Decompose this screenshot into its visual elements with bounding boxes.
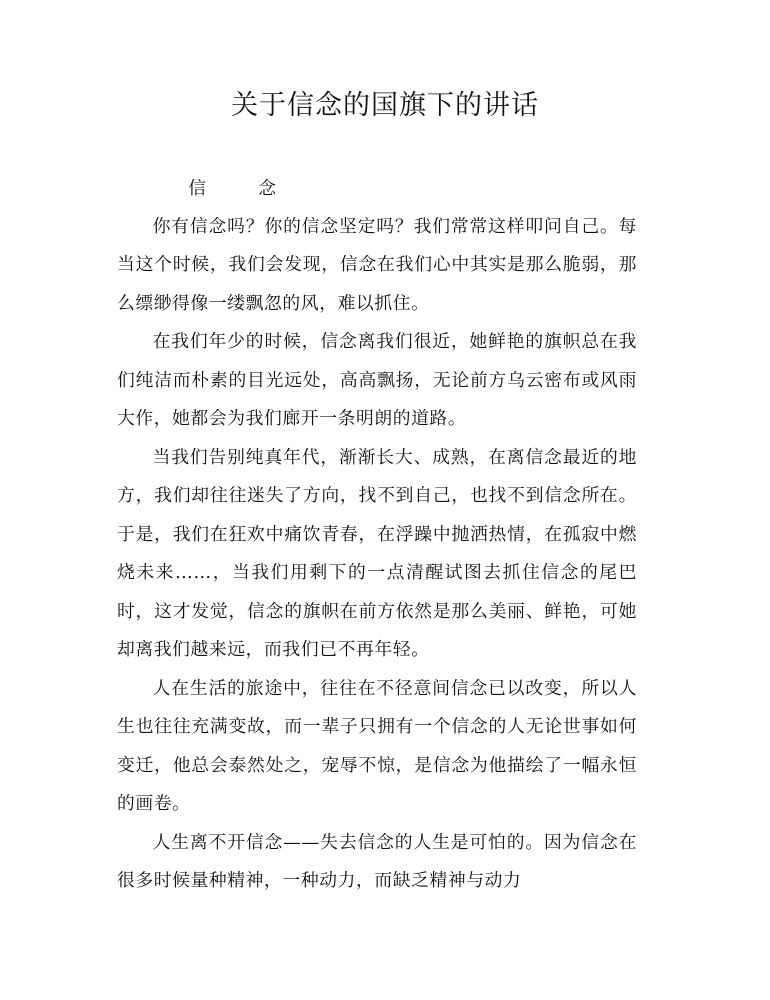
document-body [117,170,637,901]
section-heading-char: 信 [188,178,207,199]
page-title: 关于信念的国旗下的讲话 [231,90,539,121]
paragraph: 人在生活的旅途中，往往在不径意间信念已以改变，所以人生也往往充满变故，而一辈子只拥有一个信念的人无论世事如何变迁，他总会泰然处之，宠辱不惊，是信念为他描绘了一幅永恒的画卷。 [117,677,637,814]
section-heading-char: 念 [258,178,277,199]
paragraph: 你有信念吗？你的信念坚定吗？我们常常这样叩问自己。每当这个时候，我们会发现，信念在我们心中其实是那么脆弱，那么缥缈得像一缕飘忽的风，难以抓住。 [117,215,637,314]
paragraph: 当我们告别纯真年代，渐渐长大、成熟，在离信念最近的地方，我们却往往迷失了方向，找不到自己，也找不到信念所在。于是，我们在狂欢中痛饮青春，在浮躁中抛洒热情，在孤寂中燃烧未来……，当我们用剩下的一点清醒试图去抓住信念的尾巴时，这才发觉，信念的旗帜在前方依然是那么美丽、鲜艳，可她却离我们越来远，而我们已不再年轻。 [117,446,637,660]
section-heading [117,170,637,209]
paragraph: 在我们年少的时候，信念离我们很近，她鲜艳的旗帜总在我们纯洁而朴素的目光远处，高高飘扬，无论前方乌云密布或风雨大作，她都会为我们廊开一条明朗的道路。 [117,331,637,429]
paragraph: 人生离不开信念——失去信念的人生是可怕的。因为信念在很多时候量种精神，一种动力，而缺乏精神与动力 [117,831,637,891]
